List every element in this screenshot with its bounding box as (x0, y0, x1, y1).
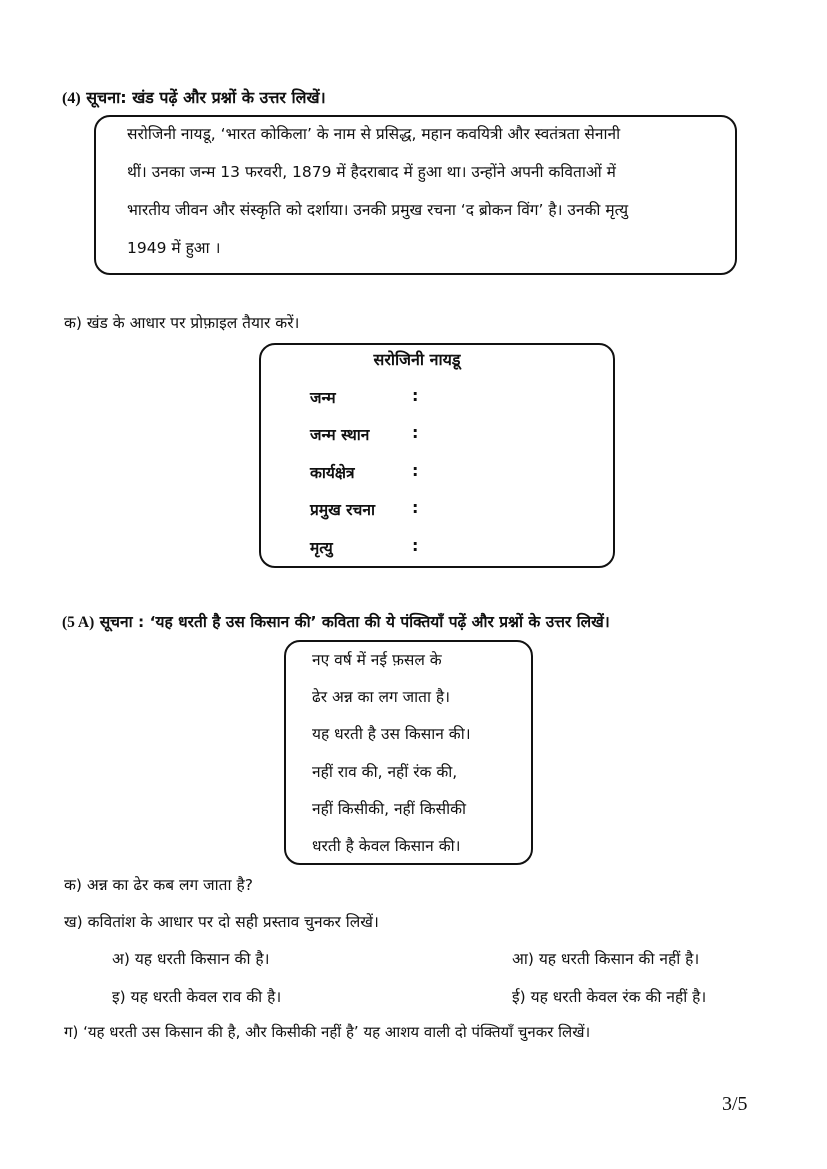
section5-heading (62, 610, 610, 632)
profile-colon: : (412, 386, 419, 405)
section4-number: (4) (62, 90, 81, 107)
poem-line-6: धरती है केवल किसान की। (312, 837, 461, 855)
profile-colon: : (412, 461, 419, 480)
poem-line-5: नहीं किसीकी, नहीं किसीकी (312, 800, 467, 818)
poem-line-3: यह धरती है उस किसान की। (312, 725, 471, 743)
profile-colon: : (412, 498, 419, 517)
section4-question-ka: क) खंड के आधार पर प्रोफ़ाइल तैयार करें। (64, 314, 300, 332)
section5-number: (5 A) (62, 614, 95, 631)
passage-line-2: थीं। उनका जन्म 13 फरवरी, 1879 में हैदराबाद में हुआ था। उन्होंने अपनी कविताओं में (127, 163, 616, 181)
section4-heading (62, 86, 326, 108)
profile-label-birthplace: जन्म स्थान (310, 426, 370, 444)
option-a: अ) यह धरती किसान की है। (112, 950, 270, 968)
profile-label-birth: जन्म (310, 389, 336, 407)
poem-box (284, 640, 533, 865)
option-ii: ई) यह धरती केवल रंक की नहीं है। (512, 988, 707, 1006)
profile-label-major-work: प्रमुख रचना (310, 501, 375, 519)
poem-line-2: ढेर अन्न का लग जाता है। (312, 688, 451, 706)
section5-question-ga: ग) ‘यह धरती उस किसान की है, और किसीकी नहीं है’ यह आशय वाली दो पंक्तियाँ चुनकर लिखें। (64, 1023, 591, 1041)
section5-question-kha: ख) कवितांश के आधार पर दो सही प्रस्ताव चुनकर लिखें। (64, 913, 379, 931)
profile-box (259, 343, 615, 568)
passage-line-3: भारतीय जीवन और संस्कृति को दर्शाया। उनकी प्रमुख रचना ‘द ब्रोकन विंग’ है। उनकी मृत्यु (127, 201, 629, 219)
profile-label-death: मृत्यु (310, 539, 333, 557)
section5-instruction: सूचना : ‘यह धरती है उस किसान की’ कविता की ये पंक्तियाँ पढ़ें और प्रश्नों के उत्तर लिखें। (99, 613, 610, 631)
page-number: 3/5 (722, 1093, 748, 1115)
passage-line-1: सरोजिनी नायडू, ‘भारत कोकिला’ के नाम से प्रसिद्ध, महान कवयित्री और स्वतंत्रता सेनानी (127, 125, 621, 143)
poem-line-1: नए वर्ष में नई फ़सल के (312, 651, 442, 669)
option-i: इ) यह धरती केवल राव की है। (112, 988, 282, 1006)
poem-line-4: नहीं राव की, नहीं रंक की, (312, 763, 458, 781)
option-aa: आ) यह धरती किसान की नहीं है। (512, 950, 700, 968)
profile-title: सरोजिनी नायडू (373, 350, 461, 369)
section5-question-ka: क) अन्न का ढेर कब लग जाता है? (64, 876, 253, 894)
profile-label-field-of-work: कार्यक्षेत्र (310, 464, 355, 482)
profile-colon: : (412, 423, 419, 442)
passage-line-4: 1949 में हुआ । (127, 239, 221, 257)
section4-instruction: सूचना: खंड पढ़ें और प्रश्नों के उत्तर लिखें। (86, 88, 326, 107)
profile-colon: : (412, 536, 419, 555)
